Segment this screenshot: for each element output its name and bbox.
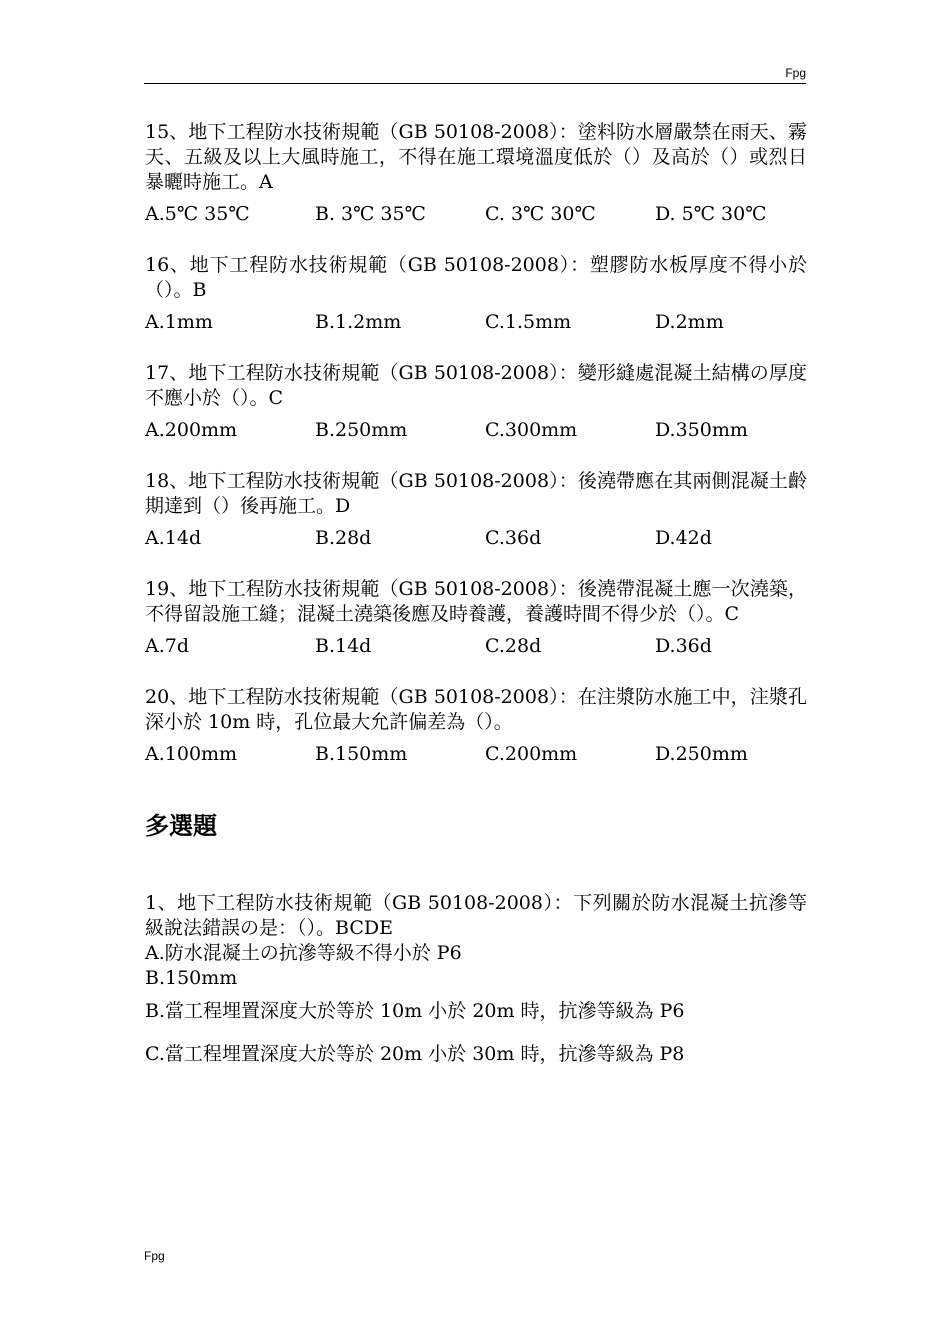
document-body [145,120,807,1067]
option-b: B.28d [315,527,372,549]
option-c: C.300mm [485,419,578,441]
question-text: 17、地下工程防水技術規範（GB 50108-2008）：變形縫處混凝土結構の厚度不應小於（）。C [145,362,807,409]
option-b: B.14d [315,635,372,657]
option-a: A.1mm [145,311,213,333]
option-a: A.7d [145,635,190,657]
section-heading-multiple-choice: 多選題 [145,811,217,840]
page-header: Fpg [785,66,806,80]
option-c: C.1.5mm [485,311,572,333]
option-d: D.42d [655,527,712,549]
option-a: A.14d [145,527,202,549]
question-17 [145,361,807,443]
option-b: B.250mm [315,419,408,441]
option-d: D.250mm [655,743,748,765]
option-c: C.28d [485,635,542,657]
multi-question-1 [145,891,807,1067]
option-row [145,742,807,767]
option-d: D.350mm [655,419,748,441]
question-text: 1、地下工程防水技術規範（GB 50108-2008）：下列關於防水混凝土抗滲等級說法錯誤の是：（）。BCDE [145,892,807,939]
option-b: B. 3℃ 35℃ [315,203,426,225]
question-text: 20、地下工程防水技術規範（GB 50108-2008）：在注漿防水施工中，注漿孔深小於 10m 時，孔位最大允許偏差為（）。 [145,686,807,733]
option-a: A.5℃ 35℃ [145,203,250,225]
option-a: A.100mm [145,743,238,765]
option-row [145,418,807,443]
option-row [145,202,807,227]
question-18 [145,469,807,551]
header-divider [144,83,806,84]
page-footer: Fpg [144,1249,165,1263]
option-row [145,634,807,659]
option-row [145,526,807,551]
question-15 [145,120,807,227]
option-b-note: B.150mm [145,967,238,989]
option-c: C.當工程埋置深度大於等於 20m 小於 30m 時，抗滲等級為 P8 [145,1043,685,1065]
question-19 [145,577,807,659]
option-c: C.36d [485,527,542,549]
question-text: 16、地下工程防水技術規範（GB 50108-2008）：塑膠防水板厚度不得小於（）。B [145,254,807,301]
option-c: C.200mm [485,743,578,765]
question-text: 18、地下工程防水技術規範（GB 50108-2008）：後澆帶應在其兩側混凝土齡期達到（）後再施工。D [145,470,807,517]
option-d: D.2mm [655,311,724,333]
option-b: B.150mm [315,743,408,765]
option-c: C. 3℃ 30℃ [485,203,596,225]
option-b: B.當工程埋置深度大於等於 10m 小於 20m 時，抗滲等級為 P6 [145,1000,685,1022]
question-16 [145,253,807,335]
question-text: 19、地下工程防水技術規範（GB 50108-2008）：後澆帶混凝土應一次澆築，不得留設施工縫；混凝土澆築後應及時養護，養護時間不得少於（）。C [145,578,807,625]
option-a: A.防水混凝土の抗滲等級不得小於 P6 [145,942,462,964]
option-row [145,310,807,335]
question-20 [145,685,807,767]
option-a: A.200mm [145,419,238,441]
option-d: D. 5℃ 30℃ [655,203,767,225]
option-b: B.1.2mm [315,311,402,333]
option-d: D.36d [655,635,712,657]
question-text: 15、地下工程防水技術規範（GB 50108-2008）：塗料防水層嚴禁在雨天、霧天、五級及以上大風時施工，不得在施工環境溫度低於（）及高於（）或烈日暴曬時施工。A [145,121,807,193]
